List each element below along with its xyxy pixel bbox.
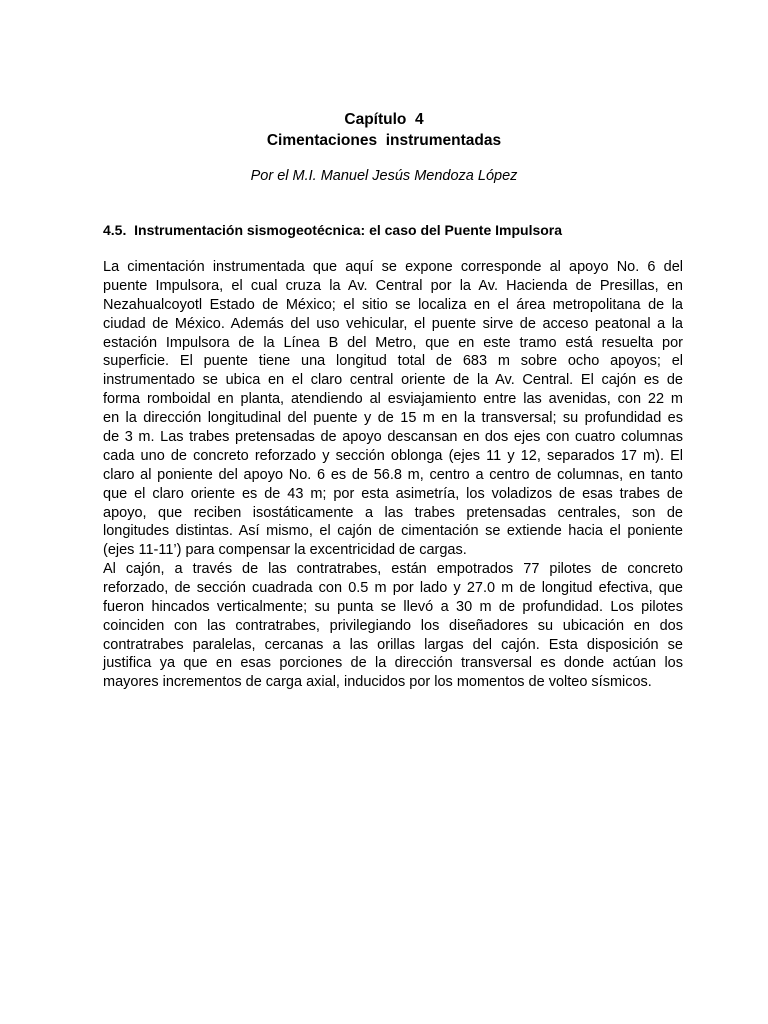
paragraph-line: coinciden con las contratrabes, privilegiando los diseñadores su ubicación en dos	[103, 617, 683, 634]
chapter-title: Cimentaciones instrumentadas	[266, 132, 502, 149]
paragraph-line: estación Impulsora de la Línea B del Metro, que en este tramo está resuelta por	[103, 334, 683, 351]
chapter-number: Capítulo 4	[344, 111, 424, 128]
paragraph-line: cada uno de concreto reforzado y sección oblonga (ejes 11 y 12, separados 17 m). El	[103, 447, 683, 464]
paragraph-line: instrumentado se ubica en el claro central oriente de la Av. Central. El cajón es de	[103, 372, 683, 389]
paragraph-line: fueron hincados verticalmente; su punta se llevó a 30 m de profundidad. Los pilotes	[103, 598, 683, 615]
paragraph-line: contratrabes paralelas, cercanas a las orillas largas del cajón. Esta disposición se	[103, 636, 683, 653]
paragraph-line: superficie. El puente tiene una longitud total de 683 m sobre ocho apoyos; el	[103, 353, 683, 370]
paragraph-line: reforzado, de sección cuadrada con 0.5 m por lado y 27.0 m de longitud efectiva, que	[103, 579, 683, 596]
paragraph-line: apoyo, que reciben isostáticamente a las trabes pretensadas centrales, son de	[103, 504, 683, 521]
author-line: Por el M.I. Manuel Jesús Mendoza López	[250, 168, 518, 184]
paragraph-line: de 3 m. Las trabes pretensadas de apoyo descansan en dos ejes con cuatro columnas	[103, 429, 683, 446]
paragraph-line: mayores incrementos de carga axial, inducidos por los momentos de volteo sísmicos.	[103, 674, 652, 691]
paragraph-line: Al cajón, a través de las contratrabes, están empotrados 77 pilotes de concreto	[103, 561, 683, 577]
paragraph-line: (ejes 11-11’) para compensar la excentricidad de cargas.	[103, 542, 467, 559]
paragraph-line: La cimentación instrumentada que aquí se expone corresponde al apoyo No. 6 del	[103, 259, 683, 275]
paragraph-line: en la dirección longitudinal del puente y de 15 m en la transversal; su profundidad es	[103, 410, 683, 427]
paragraph-2	[103, 560, 683, 692]
paragraph-line: longitudes distintas. Así mismo, el cajón de cimentación se extiende hacia el poniente	[103, 523, 683, 540]
paragraph-line: Nezahualcoyotl Estado de México; el sitio se localiza en el área metropolitana de la	[103, 296, 683, 313]
paragraph-line: que el claro oriente es de 43 m; por esta asimetría, los voladizos de esas trabes de	[103, 485, 683, 502]
paragraph-line: forma romboidal en planta, atendiendo al esviajamiento entre las avenidas, con 22 m	[103, 391, 683, 408]
paragraph-line: puente Impulsora, el cual cruza la Av. Central por la Av. Hacienda de Presillas, en	[103, 277, 683, 294]
paragraph-line: claro al poniente del apoyo No. 6 es de 56.8 m, centro a centro de columnas, en tanto	[103, 466, 683, 483]
paragraph-line: ciudad de México. Además del uso vehicular, el puente sirve de acceso peatonal a la	[103, 315, 683, 332]
paragraph-line: justifica ya que en esas porciones de la dirección transversal es donde actúan los	[103, 655, 683, 672]
paragraph-1	[103, 258, 683, 560]
section-heading: 4.5. Instrumentación sismogeotécnica: el caso del Puente Impulsora	[103, 222, 563, 238]
chapter-heading	[0, 109, 768, 151]
